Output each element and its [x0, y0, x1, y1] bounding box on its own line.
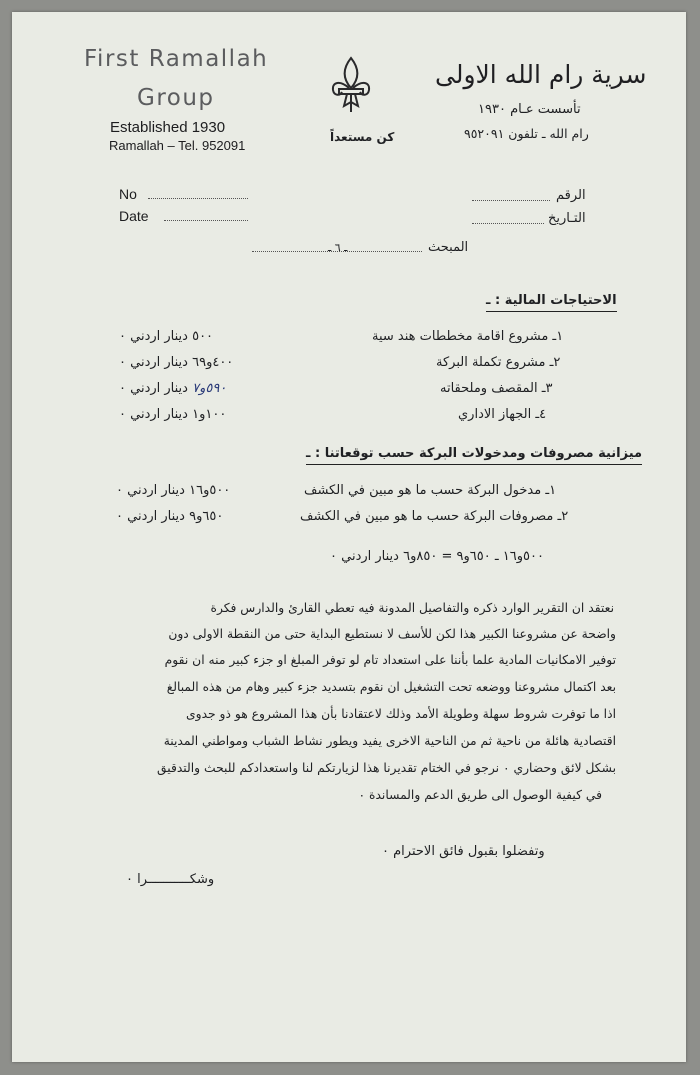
- ar-contact: رام الله ـ تلفون ٩٥٢٠٩١: [464, 126, 589, 141]
- body-line: في كيفية الوصول الى طريق الدعم والمساندة ٠: [358, 788, 602, 802]
- closing: وتفضلوا بقبول فائق الاحترام ٠: [382, 844, 545, 859]
- need-item-amount: ٤٠٠و٦٩ دينار اردني ٠: [119, 355, 234, 370]
- body-line: اقتصادية هائلة من ناحية ثم من الناحية الاخرى يفيد ويطور نشاط الشباب ومواطني المدينة: [163, 734, 616, 748]
- letter-page: [12, 12, 686, 1062]
- handwritten-amount-value: ٥٩٠و٧: [192, 381, 227, 396]
- body-line: اذا ما توفرت شروط سهلة وطويلة الأمد وذلك لاعتقادنا بأن هذا المشروع هو ذو جدوى: [186, 707, 616, 721]
- ar-no-label: الرقم: [556, 188, 586, 203]
- subject-label: المبحث: [428, 240, 469, 255]
- ar-date-label: التـاريخ: [548, 211, 586, 226]
- en-contact: Ramallah – Tel. 952091: [109, 138, 246, 153]
- ar-group-name: سرية رام الله الاولى: [435, 60, 647, 89]
- need-item-label: ٣ـ المقصف وملحقاته: [440, 381, 553, 396]
- en-established: Established 1930: [110, 119, 226, 136]
- ar-no-field: [472, 200, 550, 201]
- body-line: توفير الامكانيات المادية علما بأننا على استعداد تام لو توفر المبلغ او جزء كبير منه ان نقوم: [164, 653, 616, 667]
- no-label: No: [119, 186, 137, 202]
- motto: كن مستعداً: [330, 130, 395, 144]
- body-line: بعد اكتمال مشروعنا ووضعه تحت التشغيل ان نقوم بتسديد جزء كبير وهام من هذه المبالغ: [166, 680, 616, 694]
- need-item-amount: ٥٠٠ دينار اردني ٠: [119, 329, 214, 344]
- need-item-amount: ١٠٠و١ دينار اردني ٠: [119, 407, 227, 422]
- financial-needs-heading: الاحتياجات المالية : ـ: [486, 293, 617, 312]
- date-label: Date: [119, 208, 149, 224]
- budget-equation: ٥٠٠و١٦ ـ ٦٥٠و٩ = ٨٥٠و٦ دينار اردني ٠: [330, 549, 544, 564]
- ar-established: تأسست عـام ١٩٣٠: [478, 102, 581, 117]
- budget-item-amount: ٦٥٠و٩ دينار اردني ٠: [116, 509, 224, 524]
- thanks: وشكـــــــــــرا ٠: [126, 872, 215, 887]
- en-group-name-line2: Group: [137, 85, 215, 111]
- ar-date-field: [472, 223, 544, 224]
- body-line: واضحة عن مشروعنا الكبير هذا لكن للأسف لا نستطيع البداية حتى من النقطة الاولى دون: [168, 627, 616, 641]
- budget-item-label: ١ـ مدخول البركة حسب ما هو مبين في الكشف: [304, 483, 557, 498]
- need-item-label: ٤ـ الجهاز الاداري: [458, 407, 547, 422]
- budget-item-label: ٢ـ مصروفات البركة حسب ما هو مبين في الكشف: [300, 509, 569, 524]
- en-group-name-line1: First Ramallah: [84, 46, 269, 72]
- need-item-label: ٢ـ مشروع تكملة البركة: [436, 355, 561, 370]
- date-field: [164, 220, 248, 221]
- subject-value: ـ ٦ ـ: [328, 241, 348, 254]
- need-item-amount: [119, 381, 226, 396]
- amount-suffix: دينار اردني ٠: [119, 381, 188, 396]
- body-line: نعتقد ان التقرير الوارد ذكره والتفاصيل المدونة فيه تعطي القارئ والدارس فكرة: [210, 601, 614, 615]
- no-field: [148, 198, 248, 199]
- budget-item-amount: ٥٠٠و١٦ دينار اردني ٠: [116, 483, 231, 498]
- pool-budget-heading: ميزانية مصروفات ومدخولات البركة حسب توقعاتنا : ـ: [306, 446, 642, 465]
- fleur-de-lis-icon: [330, 56, 372, 114]
- body-line: بشكل لائق وحضاري ٠ نرجو في الختام تقديرنا هذا لزيارتكم لنا واستعدادكم للبحث والتدقيق: [156, 761, 616, 775]
- need-item-label: ١ـ مشروع اقامة مخططات هند سية: [372, 329, 564, 344]
